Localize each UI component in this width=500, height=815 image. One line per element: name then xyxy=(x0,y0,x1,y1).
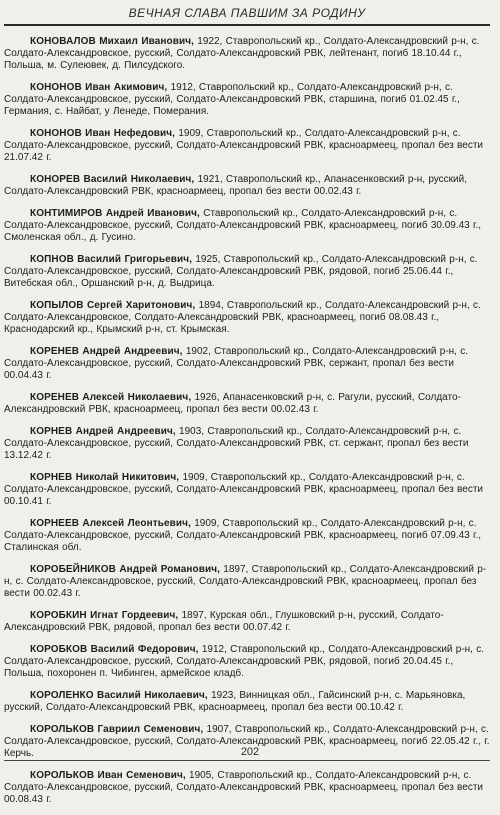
entry-details: 1907, Ставропольский кр., Солдато-Александровский р-н, с. Солдато-Александровское, русский, Солдато-Александровский РВК, красноармеец, погиб 22.05.42 г., г. Керчь. xyxy=(4,724,490,759)
bottom-rule xyxy=(4,760,490,761)
entry-details: 1897, Курская обл., Глушковский р-н, русский, Солдато-Александровский РВК, рядовой, пропал без вести 00.07.42 г. xyxy=(4,610,444,633)
entry-details: 1912, Ставропольский кр., Солдато-Александровский р-н, с. Солдато-Александровское, русский, Солдато-Александровский РВК, старшина, погиб 01.02.45 г., Германия, с. Найбат, у Ленеде, Померания. xyxy=(4,82,460,117)
entry-details: 1922, Ставропольский кр., Солдато-Александровский р-н, с. Солдато-Александровское, русский, Солдато-Александровский РВК, лейтенант, погиб 18.10.44 г., Польша, м. Сулеювек, д. Пилсудского. xyxy=(4,36,480,71)
person-name: КОНОВАЛОВ Михаил Иванович, xyxy=(30,36,195,47)
running-header: ВЕЧНАЯ СЛАВА ПАВШИМ ЗА РОДИНУ xyxy=(4,4,490,26)
entry-details: 1909, Ставропольский кр., Солдато-Александровский р-н, с. Солдато-Александровское, русский, Солдато-Александровский РВК, красноармеец, пропал без вести 00.10.41 г. xyxy=(4,472,483,507)
person-name: КОНОРЕВ Василий Николаевич, xyxy=(30,174,195,185)
list-item xyxy=(4,610,494,634)
list-item xyxy=(4,36,494,72)
list-item xyxy=(4,174,494,198)
entry-details: Ставропольский кр., Солдато-Александровский р-н, с. Солдато-Александровское, русский, Солдато-Александровский РВК, красноармеец, погиб 30.09.43 г., Смоленская обл., д. Гусино. xyxy=(4,208,482,243)
person-name: КОРНЕВ Николай Никитович, xyxy=(30,472,180,483)
entry-details: 1897, Ставропольский кр., Солдато-Александровский р-н, с. Солдато-Александровское, русский, Солдато-Александровский РВК, красноармеец, пропал без вести 00.02.43 г. xyxy=(4,564,487,599)
list-item xyxy=(4,426,494,462)
entry-details: 1921, Ставропольский кр., Апанасенковский р-н, русский, Солдато-Александровский РВК, красноармеец, пропал без вести 00.02.43 г. xyxy=(4,174,467,197)
list-item xyxy=(4,392,494,416)
entry-details: 1925, Ставропольский кр., Солдато-Александровский р-н, с. Солдато-Александровское, русский, Солдато-Александровский РВК, рядовой, погиб 25.06.44 г., Витебская обл., Оршанский р-н, д. Выдрица. xyxy=(4,254,478,289)
entry-details: 1894, Ставропольский кр., Солдато-Александровский р-н, с. Солдато-Александровское, Солдато-Александровский РВК, красноармеец, погиб 08.08.43 г., Краснодарский кр., Крымский р-н, ст. Крымская. xyxy=(4,300,481,335)
entry-details: 1926, Апанасенковский р-н, с. Рагули, русский, Солдато-Александровский РВК, красноармеец, пропал без вести 00.02.43 г. xyxy=(4,392,461,415)
list-item xyxy=(4,518,494,554)
person-name: КОРОБКИН Игнат Гордеевич, xyxy=(30,610,179,621)
person-name: КОРОЛЬКОВ Гавриил Семенович, xyxy=(30,724,204,735)
entry-details: 1923, Винницкая обл., Гайсинский р-н, с. Марьяновка, русский, Солдато-Александровский РВК, красноармеец, пропал без вести 00.10.42 г. xyxy=(4,690,466,713)
list-item xyxy=(4,82,494,118)
entry-details: 1912, Ставропольский кр., Солдато-Александровский р-н, с. Солдато-Александровское, русский, Солдато-Александровский РВК, рядовой, погиб 20.04.45 г., Польша, похоронен п. Чибинген, армейское кладб. xyxy=(4,644,485,679)
entry-details: 1902, Ставропольский кр., Солдато-Александровский р-н, с. Солдато-Александровское, русский, Солдато-Александровский РВК, сержант, пропал без вести 00.04.43 г. xyxy=(4,346,469,381)
list-item xyxy=(4,300,494,336)
entry-details: 1905, Ставропольский кр., Солдато-Александровский р-н, с. Солдато-Александровское, русский, Солдато-Александровский РВК, красноармеец, пропал без вести 00.08.43 г. xyxy=(4,770,483,805)
person-name: КОРОБКОВ Василий Федорович, xyxy=(30,644,199,655)
person-name: КОПНОВ Василий Григорьевич, xyxy=(30,254,193,265)
list-item xyxy=(4,564,494,600)
page-number: 202 xyxy=(240,746,260,758)
person-name: КОРНЕЕВ Алексей Леонтьевич, xyxy=(30,518,191,529)
list-item xyxy=(4,690,494,714)
person-name: КОРОЛЬКОВ Иван Семенович, xyxy=(30,770,186,781)
list-item xyxy=(4,346,494,382)
person-name: КОРОБЕЙНИКОВ Андрей Романович, xyxy=(30,564,220,575)
entry-details: 1903, Ставропольский кр., Солдато-Александровский р-н, с. Солдато-Александровское, русский, Солдато-Александровский РВК, ст. сержант, пропал без вести 13.12.42 г. xyxy=(4,426,469,461)
entry-details: 1909, Ставропольский кр., Солдато-Александровский р-н, с. Солдато-Александровское, русский, Солдато-Александровский РВК, красноармеец, погиб 07.09.43 г., Сталинская обл. xyxy=(4,518,482,553)
person-name: КОПЫЛОВ Сергей Харитонович, xyxy=(30,300,196,311)
person-name: КОНТИМИРОВ Андрей Иванович, xyxy=(30,208,200,219)
person-name: КОРОЛЕНКО Василий Николаевич, xyxy=(30,690,208,701)
list-item xyxy=(4,644,494,680)
list-item xyxy=(4,208,494,244)
person-name: КОНОНОВ Иван Акимович, xyxy=(30,82,168,93)
person-name: КОРНЕВ Андрей Андреевич, xyxy=(30,426,176,437)
person-name: КОРЕНЕВ Алексей Николаевич, xyxy=(30,392,192,403)
list-item xyxy=(4,254,494,290)
person-name: КОНОНОВ Иван Нефедович, xyxy=(30,128,176,139)
person-name: КОРЕНЕВ Андрей Андреевич, xyxy=(30,346,183,357)
list-item xyxy=(4,770,494,806)
entry-list xyxy=(4,26,494,815)
entry-details: 1909, Ставропольский кр., Солдато-Александровский р-н, с. Солдато-Александровское, русский, Солдато-Александровский РВК, красноармеец, пропал без вести 21.07.42 г. xyxy=(4,128,483,163)
list-item xyxy=(4,128,494,164)
list-item xyxy=(4,472,494,508)
